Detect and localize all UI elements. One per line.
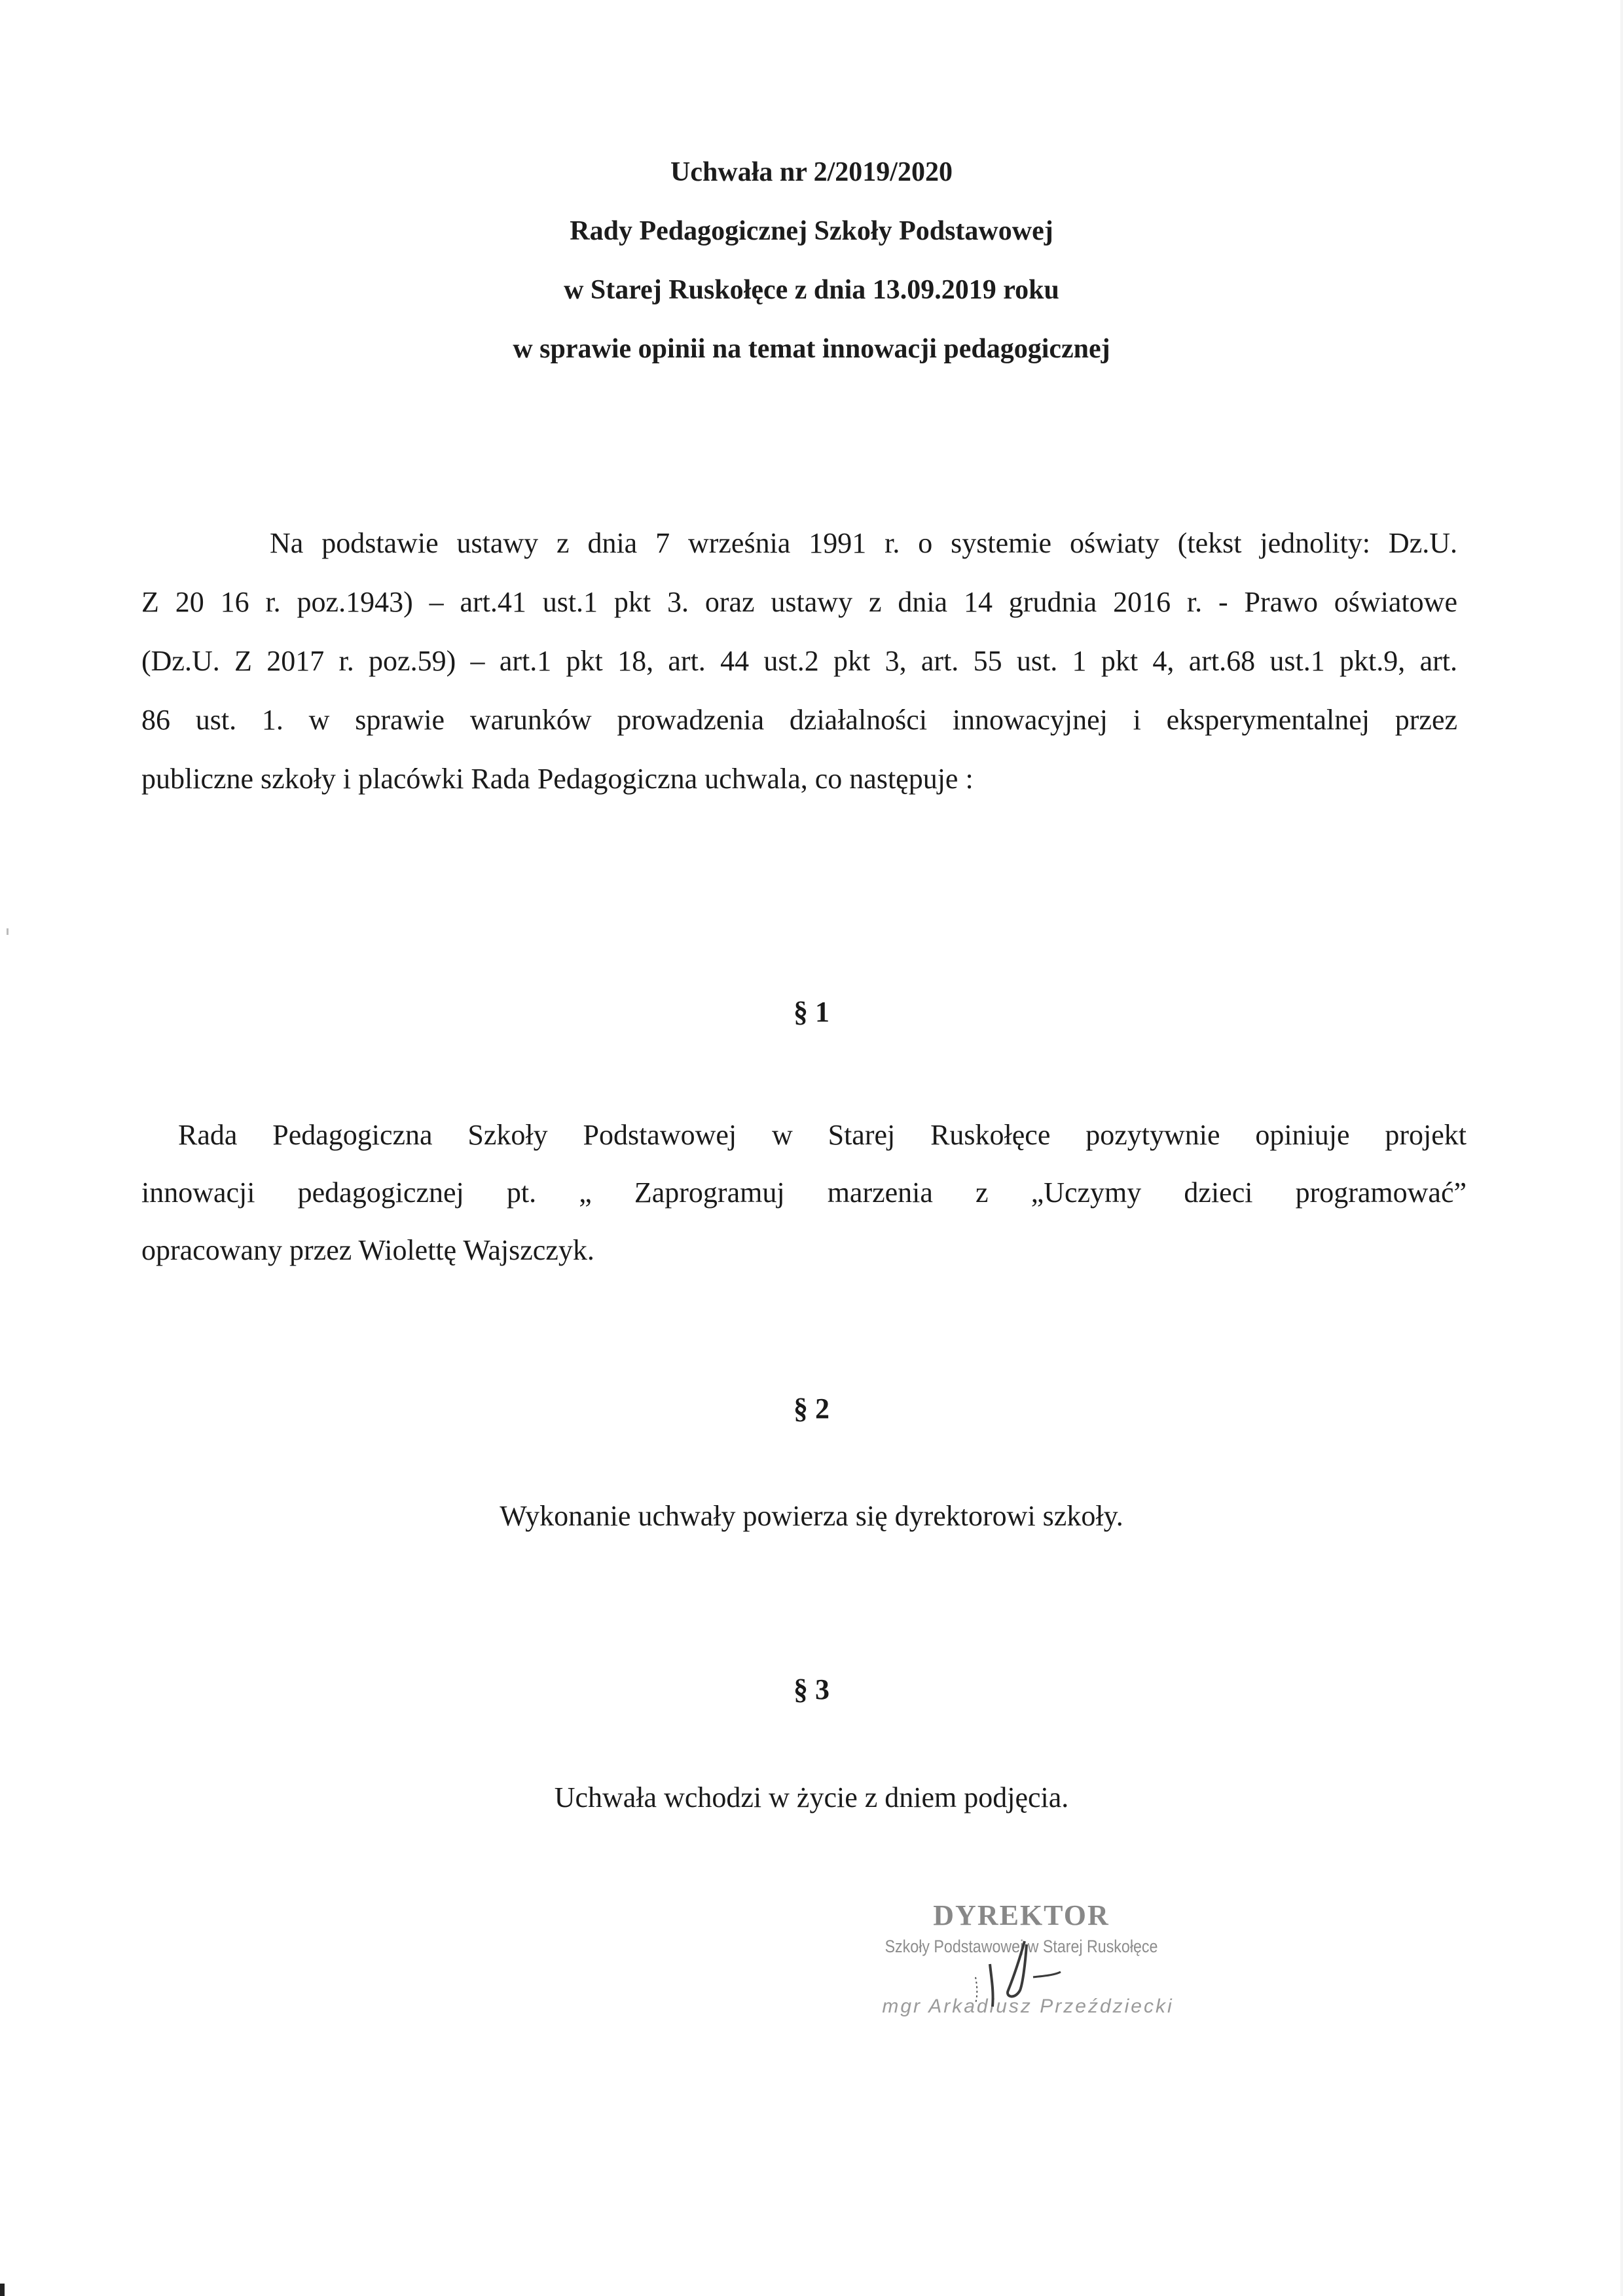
section-1-line: opracowany przez Wiolettę Wajszczyk. bbox=[141, 1234, 594, 1266]
scan-artifact bbox=[0, 2284, 5, 2296]
section-1-heading: § 1 bbox=[793, 996, 830, 1028]
stamp-school-name: Szkoły Podstawowej w Starej Ruskołęce bbox=[884, 1937, 1158, 1956]
section-3-text: Uchwała wchodzi w życie z dniem podjęcia. bbox=[554, 1781, 1069, 1813]
preamble-line: publiczne szkoły i placówki Rada Pedagogiczna uchwala, co następuje : bbox=[141, 763, 974, 795]
section-3-heading: § 3 bbox=[793, 1673, 830, 1705]
section-2-text: Wykonanie uchwały powierza się dyrektorowi szkoły. bbox=[500, 1500, 1123, 1532]
section-2-heading: § 2 bbox=[793, 1393, 830, 1425]
stamp-title: DYREKTOR bbox=[933, 1899, 1110, 1931]
title-line-council: Rady Pedagogicznej Szkoły Podstawowej bbox=[570, 216, 1053, 246]
section-1-line: innowacji pedagogicznej pt. „ Zaprogramuj marzenia z „Uczymy dzieci programować” bbox=[141, 1176, 1467, 1209]
title-line-subject: w sprawie opinii na temat innowacji pedagogicznej bbox=[513, 334, 1110, 364]
preamble-line: (Dz.U. Z 2017 r. poz.59) – art.1 pkt 18, art. 44 ust.2 pkt 3, art. 55 ust. 1 pkt 4, art.68 ust.1 pkt.9, art. bbox=[141, 645, 1457, 677]
title-line-number: Uchwała nr 2/2019/2020 bbox=[670, 157, 953, 187]
preamble-line: Na podstawie ustawy z dnia 7 września 1991 r. o systemie oświaty (tekst jednolity: Dz.U. bbox=[270, 527, 1457, 559]
stamp-director-name: mgr Arkadiusz Przeździecki bbox=[882, 1995, 1174, 2017]
legal-basis-paragraph bbox=[141, 514, 1457, 809]
preamble-line: Z 20 16 r. poz.1943) – art.41 ust.1 pkt 3. oraz ustawy z dnia 14 grudnia 2016 r. - Prawo oświatowe bbox=[141, 586, 1457, 618]
section-1-line: Rada Pedagogiczna Szkoły Podstawowej w Starej Ruskołęce pozytywnie opiniuje projekt bbox=[178, 1119, 1467, 1151]
title-line-place-date: w Starej Ruskołęce z dnia 13.09.2019 roku bbox=[564, 275, 1059, 305]
resolution-title bbox=[0, 143, 1623, 378]
scan-artifact bbox=[7, 928, 9, 935]
preamble-line: 86 ust. 1. w sprawie warunków prowadzenia działalności innowacyjnej i eksperymentalnej przez bbox=[141, 704, 1457, 736]
handwritten-signature bbox=[949, 1938, 1080, 2010]
section-1-paragraph bbox=[141, 1106, 1467, 1279]
scan-edge-shadow bbox=[1620, 0, 1623, 2296]
